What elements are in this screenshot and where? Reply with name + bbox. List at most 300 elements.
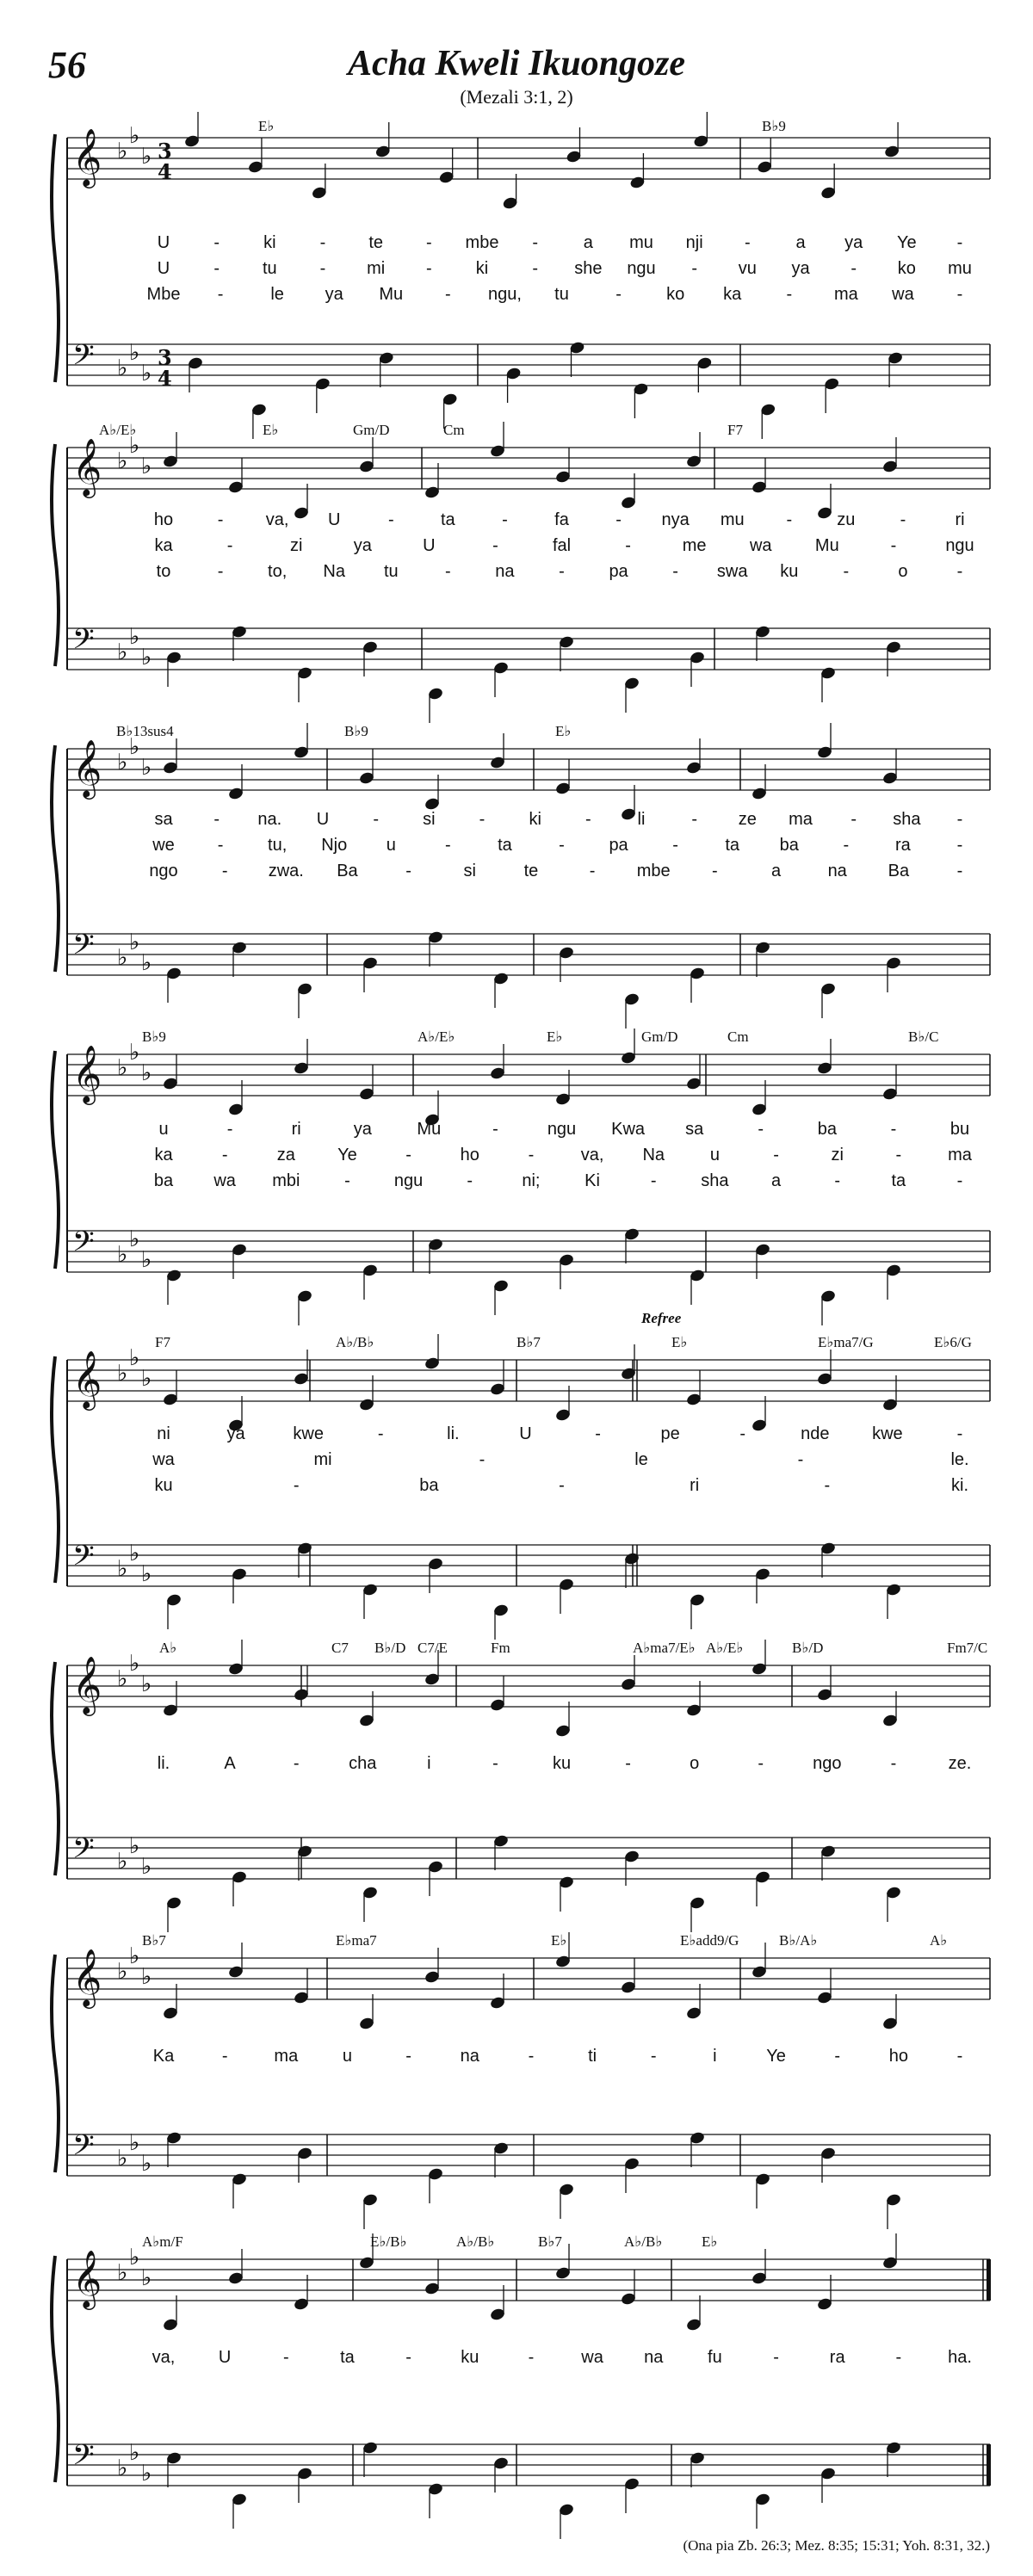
lyric-syllable: - xyxy=(758,1754,764,1773)
lyric-syllable: - xyxy=(786,285,793,304)
lyric-syllable: Mbe xyxy=(146,285,181,304)
lyric-syllable: ma xyxy=(948,1146,972,1164)
system-brace xyxy=(52,134,59,382)
chord-symbol: Fm xyxy=(491,1640,510,1656)
chord-symbol: Cm xyxy=(727,1029,749,1045)
lyric-syllable: - xyxy=(625,1754,631,1773)
lyric-syllable: ka xyxy=(154,1146,173,1164)
treble-clef: 𝄞 xyxy=(72,1948,102,2006)
lyric-syllable: a xyxy=(795,233,806,252)
lyric-syllable: - xyxy=(956,836,963,855)
lyric-syllable: na xyxy=(495,562,515,581)
lyric-syllable: - xyxy=(492,1754,498,1773)
lyric-syllable: U xyxy=(327,510,341,529)
lyric-syllable: ki. xyxy=(951,1476,968,1495)
time-signature-numerator: 3 xyxy=(158,345,172,370)
chord-symbol: Gm/D xyxy=(641,1029,678,1045)
chord-symbol: Fm7/C xyxy=(947,1640,988,1656)
lyric-syllable: - xyxy=(956,1171,963,1190)
flat-sign: ♭ xyxy=(117,139,128,164)
flat-sign: ♭ xyxy=(141,1964,152,1990)
lyric-syllable: ku xyxy=(552,1754,572,1773)
lyric-syllable: tu, xyxy=(268,836,288,855)
lyric-syllable: u xyxy=(158,1120,169,1139)
lyric-syllable: - xyxy=(528,1146,535,1164)
lyric-syllable: - xyxy=(467,1171,473,1190)
flat-sign: ♭ xyxy=(129,1943,140,1969)
lyric-syllable: - xyxy=(691,810,698,829)
lyric-syllable: ta xyxy=(725,836,740,855)
lyric-syllable: mu xyxy=(720,510,745,529)
lyric-syllable: - xyxy=(405,862,411,880)
lyric-syllable: ngu xyxy=(547,1120,577,1139)
lyric-syllable: zwa. xyxy=(268,862,304,880)
chord-symbol: F7 xyxy=(155,1334,170,1350)
chord-symbol: B♭9 xyxy=(762,118,786,134)
lyric-syllable: kwe xyxy=(872,1424,903,1443)
chord-symbol: E♭ma7 xyxy=(336,1932,377,1949)
lyric-syllable: - xyxy=(797,1450,804,1469)
lyric-syllable: ki xyxy=(263,233,276,252)
chord-symbol: E♭ xyxy=(547,1029,563,1045)
lyric-syllable: ho xyxy=(153,510,174,529)
bass-clef: 𝄢 xyxy=(72,1832,95,1872)
lyric-syllable: - xyxy=(956,862,963,880)
bass-clef: 𝄢 xyxy=(72,2129,95,2169)
system-brace xyxy=(52,1955,59,2172)
lyric-syllable: ka xyxy=(723,285,742,304)
lyric-syllable: - xyxy=(691,259,698,278)
lyric-syllable: ra xyxy=(829,2348,845,2367)
lyric-syllable: - xyxy=(758,1120,764,1139)
flat-sign: ♭ xyxy=(129,930,140,955)
chord-symbol: E♭ xyxy=(671,1334,688,1350)
lyric-syllable: - xyxy=(956,285,963,304)
lyric-syllable: - xyxy=(559,836,565,855)
lyric-syllable: pa xyxy=(609,836,628,855)
lyric-syllable: - xyxy=(625,536,631,555)
flat-sign: ♭ xyxy=(141,1561,152,1587)
flat-sign: ♭ xyxy=(129,340,140,366)
treble-clef: 𝄞 xyxy=(72,1044,102,1103)
lyric-syllable: ho xyxy=(888,2047,908,2066)
system-brace xyxy=(52,745,59,972)
lyric-syllable: - xyxy=(773,1146,779,1164)
lyric-syllable: - xyxy=(843,562,850,581)
lyric-syllable: - xyxy=(895,1146,902,1164)
flat-sign: ♭ xyxy=(117,448,128,474)
lyric-syllable: - xyxy=(213,259,220,278)
lyric-syllable: a xyxy=(770,1171,782,1190)
lyric-syllable: - xyxy=(226,1120,233,1139)
flat-sign: ♭ xyxy=(117,1959,128,1985)
lyric-syllable: bu xyxy=(949,1120,970,1139)
flat-sign: ♭ xyxy=(117,750,128,775)
lyric-syllable: ma xyxy=(833,285,858,304)
lyric-syllable: - xyxy=(502,510,508,529)
lyric-syllable: li. xyxy=(447,1424,460,1443)
lyric-syllable: wa xyxy=(152,1450,175,1469)
chord-symbol: E♭6/G xyxy=(934,1334,972,1350)
lyric-syllable: - xyxy=(445,562,451,581)
lyric-syllable: U xyxy=(316,810,330,829)
lyric-syllable: fal xyxy=(552,536,572,555)
lyric-syllable: - xyxy=(650,1171,657,1190)
lyric-syllable: mbe xyxy=(465,233,499,252)
lyric-syllable: - xyxy=(387,510,394,529)
chord-symbol: C7/E xyxy=(418,1640,448,1656)
lyric-syllable: U xyxy=(218,2348,232,2367)
lyric-syllable: ku xyxy=(154,1476,173,1495)
lyric-syllable: - xyxy=(890,1120,897,1139)
flat-sign: ♭ xyxy=(117,1556,128,1582)
lyric-syllable: - xyxy=(672,836,678,855)
lyric-syllable: - xyxy=(712,862,718,880)
lyric-syllable: ri xyxy=(955,510,965,529)
flat-sign: ♭ xyxy=(141,2461,152,2486)
lyric-syllable: ko xyxy=(897,259,916,278)
lyric-syllable: - xyxy=(405,2047,411,2066)
lyric-syllable: - xyxy=(221,1146,228,1164)
chord-symbol: B♭7 xyxy=(538,2233,562,2250)
lyric-syllable: - xyxy=(851,810,857,829)
lyric-syllable: kwe xyxy=(293,1424,324,1443)
chord-symbol: A♭/E♭ xyxy=(418,1029,455,1045)
lyric-syllable: fa xyxy=(554,510,569,529)
lyric-syllable: mbi xyxy=(272,1171,300,1190)
lyric-syllable: ta xyxy=(441,510,455,529)
lyric-syllable: U xyxy=(157,233,170,252)
lyric-syllable: - xyxy=(373,810,380,829)
system-brace xyxy=(52,1356,59,1583)
lyric-syllable: Mu xyxy=(417,1120,442,1139)
lyric-syllable: - xyxy=(217,836,224,855)
bass-clef: 𝄢 xyxy=(72,2439,95,2479)
chord-symbol: A♭ xyxy=(930,1932,948,1949)
flat-sign: ♭ xyxy=(129,433,140,459)
lyric-syllable: ho xyxy=(460,1146,479,1164)
flat-sign: ♭ xyxy=(117,2260,128,2286)
flat-sign: ♭ xyxy=(129,123,140,149)
lyric-syllable: - xyxy=(492,536,498,555)
final-barline-thick xyxy=(987,2259,991,2301)
lyric-syllable: ti xyxy=(588,2047,597,2066)
lyric-syllable: ya xyxy=(325,285,343,304)
lyric-syllable: - xyxy=(589,862,596,880)
lyric-syllable: - xyxy=(834,1171,841,1190)
bass-clef: 𝄢 xyxy=(72,929,95,968)
chord-symbol: B♭/C xyxy=(908,1029,939,1045)
flat-sign: ♭ xyxy=(129,2130,140,2156)
lyric-syllable: ba xyxy=(817,1120,837,1139)
chord-symbol: E♭ xyxy=(258,118,275,134)
flat-sign: ♭ xyxy=(129,1345,140,1371)
lyric-syllable: Kwa xyxy=(611,1120,646,1139)
chord-symbol: A♭/E♭ xyxy=(706,1640,744,1656)
lyric-syllable: ba xyxy=(419,1476,439,1495)
lyric-syllable: ngu xyxy=(393,1171,424,1190)
lyric-syllable: U xyxy=(157,259,170,278)
flat-sign: ♭ xyxy=(141,645,152,670)
treble-clef: 𝄞 xyxy=(72,2249,102,2307)
lyric-syllable: zi xyxy=(289,536,303,555)
flat-sign: ♭ xyxy=(129,1040,140,1066)
lyric-syllable: - xyxy=(405,2348,411,2367)
system-brace xyxy=(52,1051,59,1269)
flat-sign: ♭ xyxy=(117,355,128,381)
chord-symbol: E♭/B♭ xyxy=(370,2233,407,2250)
system-brace xyxy=(52,444,59,666)
chord-symbol: B♭9 xyxy=(344,723,368,739)
lyric-syllable: za xyxy=(276,1146,295,1164)
lyric-syllable: va, xyxy=(265,510,289,529)
bass-clef: 𝄢 xyxy=(72,1540,95,1579)
chord-symbol: E♭ xyxy=(551,1932,567,1949)
system-brace xyxy=(52,2256,59,2482)
lyric-syllable: U xyxy=(423,536,436,555)
lyric-syllable: o xyxy=(898,562,908,581)
lyric-syllable: i xyxy=(427,1754,431,1773)
lyric-syllable: zu xyxy=(837,510,856,529)
lyric-syllable: Ki xyxy=(585,1171,600,1190)
lyric-syllable: - xyxy=(293,1754,300,1773)
chord-symbol: E♭ xyxy=(263,422,279,438)
lyric-syllable: wa xyxy=(213,1171,236,1190)
lyric-syllable: A xyxy=(224,1754,236,1773)
treble-clef: 𝄞 xyxy=(72,127,102,186)
lyric-syllable: - xyxy=(532,259,539,278)
flat-sign: ♭ xyxy=(141,755,152,781)
lyric-syllable: ni; xyxy=(522,1171,541,1190)
time-signature-denominator: 4 xyxy=(158,366,172,391)
hymn-title: Acha Kweli Ikuongoze xyxy=(347,44,686,83)
lyric-syllable: ngu, xyxy=(487,285,522,304)
chord-symbol: E♭add9/G xyxy=(680,1932,739,1949)
lyric-syllable: zi xyxy=(831,1146,844,1164)
lyric-syllable: u xyxy=(709,1146,720,1164)
lyric-syllable: Ba xyxy=(337,862,358,880)
lyric-syllable: ya xyxy=(844,233,863,252)
lyric-syllable: - xyxy=(890,1754,897,1773)
lyric-syllable: we xyxy=(152,836,175,855)
lyric-syllable: ze xyxy=(738,810,757,829)
lyric-syllable: - xyxy=(479,810,486,829)
flat-sign: ♭ xyxy=(141,361,152,386)
lyric-syllable: wa xyxy=(749,536,772,555)
lyric-syllable: ma xyxy=(789,810,813,829)
flat-sign: ♭ xyxy=(117,1849,128,1875)
lyric-syllable: - xyxy=(739,1424,746,1443)
lyric-syllable: mu xyxy=(948,259,972,278)
flat-sign: ♭ xyxy=(141,2151,152,2177)
lyric-syllable: nji xyxy=(685,233,703,252)
lyric-syllable: ba xyxy=(779,836,799,855)
lyric-syllable: Ye xyxy=(897,233,917,252)
chord-symbol: E♭ma7/G xyxy=(818,1334,874,1350)
lyric-syllable: sa xyxy=(685,1120,704,1139)
chord-symbol: A♭ma7/E♭ xyxy=(633,1640,696,1656)
flat-sign: ♭ xyxy=(117,1666,128,1692)
chord-symbol: F7 xyxy=(727,422,743,438)
flat-sign: ♭ xyxy=(129,1833,140,1859)
lyric-syllable: to, xyxy=(268,562,288,581)
lyric-syllable: si xyxy=(423,810,436,829)
lyric-syllable: ko xyxy=(666,285,685,304)
chord-symbol: Cm xyxy=(443,422,465,438)
lyric-syllable: sha xyxy=(701,1171,729,1190)
lyric-syllable: o xyxy=(690,1754,700,1773)
chord-symbol: B♭7 xyxy=(142,1932,166,1949)
lyric-syllable: - xyxy=(319,233,326,252)
lyric-syllable: - xyxy=(293,1476,300,1495)
lyric-syllable: ze. xyxy=(948,1754,972,1773)
lyric-syllable: - xyxy=(585,810,591,829)
lyric-syllable: cha xyxy=(349,1754,377,1773)
lyric-syllable: - xyxy=(282,2348,289,2367)
lyric-syllable: Njo xyxy=(321,836,348,855)
lyric-syllable: le xyxy=(634,1450,648,1469)
lyric-syllable: si xyxy=(463,862,476,880)
lyric-syllable: ra xyxy=(895,836,911,855)
lyric-syllable: Ka xyxy=(152,2047,175,2066)
chord-symbol: C7 xyxy=(331,1640,349,1656)
lyric-syllable: wa xyxy=(892,285,914,304)
chord-symbol: B♭7 xyxy=(516,1334,541,1350)
lyric-syllable: va, xyxy=(152,2348,176,2367)
lyric-syllable: na xyxy=(827,862,847,880)
chord-symbol: B♭/D xyxy=(374,1640,406,1656)
lyric-syllable: na xyxy=(644,2348,664,2367)
section-label-refree: Refree xyxy=(641,1310,682,1326)
lyric-syllable: - xyxy=(956,562,963,581)
lyric-syllable: tu xyxy=(383,562,399,581)
lyric-syllable: pa xyxy=(609,562,628,581)
lyric-syllable: Na xyxy=(642,1146,665,1164)
bass-clef: 𝄢 xyxy=(72,1226,95,1265)
lyric-syllable: - xyxy=(213,233,220,252)
lyric-syllable: ku xyxy=(461,2348,479,2367)
lyric-syllable: te xyxy=(368,233,384,252)
lyric-syllable: - xyxy=(843,836,850,855)
chord-symbol: A♭/B♭ xyxy=(456,2233,495,2250)
lyric-syllable: Ye xyxy=(766,2047,786,2066)
lyric-syllable: li. xyxy=(157,1754,170,1773)
lyric-syllable: na xyxy=(460,2047,479,2066)
lyric-syllable: - xyxy=(528,2348,535,2367)
scripture-reference: (Mezali 3:1, 2) xyxy=(460,86,573,108)
flat-sign: ♭ xyxy=(117,2146,128,2171)
lyric-syllable: - xyxy=(650,2047,657,2066)
flat-sign: ♭ xyxy=(141,950,152,976)
lyric-syllable: na. xyxy=(257,810,282,829)
lyric-syllable: - xyxy=(425,233,432,252)
chord-symbol: B♭/D xyxy=(792,1640,824,1656)
time-signature-denominator: 4 xyxy=(158,159,172,184)
hymn-number: 56 xyxy=(48,44,86,86)
lyric-syllable: - xyxy=(213,810,220,829)
flat-sign: ♭ xyxy=(141,1366,152,1392)
lyric-syllable: - xyxy=(895,2348,902,2367)
lyric-syllable: Mu xyxy=(379,285,404,304)
chord-symbol: Gm/D xyxy=(353,422,390,438)
lyric-syllable: Ba xyxy=(888,862,910,880)
lyric-syllable: vu xyxy=(738,259,757,278)
lyric-syllable: ta xyxy=(498,836,512,855)
flat-sign: ♭ xyxy=(141,1854,152,1880)
bass-clef: 𝄢 xyxy=(72,623,95,663)
lyric-syllable: ka xyxy=(154,536,173,555)
lyric-syllable: - xyxy=(425,259,432,278)
lyric-syllable: - xyxy=(956,1424,963,1443)
chord-symbol: E♭ xyxy=(555,723,572,739)
lyric-syllable: Na xyxy=(323,562,346,581)
flat-sign: ♭ xyxy=(129,624,140,650)
lyric-syllable: - xyxy=(532,233,539,252)
lyric-syllable: - xyxy=(956,2047,963,2066)
treble-clef: 𝄞 xyxy=(72,1350,102,1408)
lyric-syllable: Ye xyxy=(337,1146,357,1164)
treble-clef: 𝄞 xyxy=(72,1655,102,1714)
lyric-syllable: ya xyxy=(353,1120,372,1139)
lyric-syllable: nya xyxy=(661,510,690,529)
lyric-syllable: - xyxy=(956,810,963,829)
lyric-syllable: ri xyxy=(291,1120,301,1139)
lyric-syllable: to xyxy=(156,562,171,581)
chord-symbol: B♭/A♭ xyxy=(779,1932,818,1949)
bass-clef: 𝄢 xyxy=(72,339,95,379)
lyric-syllable: ya xyxy=(791,259,810,278)
lyric-syllable: va, xyxy=(580,1146,604,1164)
lyric-syllable: wa xyxy=(581,2348,603,2367)
lyric-syllable: - xyxy=(851,259,857,278)
lyric-syllable: - xyxy=(786,510,793,529)
flat-sign: ♭ xyxy=(117,639,128,665)
lyric-syllable: - xyxy=(445,285,451,304)
lyric-syllable: - xyxy=(344,1171,350,1190)
lyric-syllable: - xyxy=(824,1476,831,1495)
flat-sign: ♭ xyxy=(117,1055,128,1081)
lyric-syllable: - xyxy=(559,562,565,581)
lyric-syllable: - xyxy=(226,536,233,555)
lyric-syllable: - xyxy=(528,2047,535,2066)
lyric-syllable: ya xyxy=(353,536,372,555)
lyric-syllable: - xyxy=(217,285,224,304)
lyric-syllable: ya xyxy=(226,1424,245,1443)
lyric-syllable: ni xyxy=(157,1424,170,1443)
lyric-syllable: ngo xyxy=(149,862,178,880)
chord-symbol: A♭/B♭ xyxy=(624,2233,663,2250)
lyric-syllable: fu xyxy=(708,2348,722,2367)
lyric-syllable: ngo xyxy=(813,1754,842,1773)
flat-sign: ♭ xyxy=(129,1226,140,1252)
lyric-syllable: ri xyxy=(690,1476,700,1495)
lyric-syllable: pe xyxy=(660,1424,680,1443)
lyric-syllable: ngu xyxy=(945,536,974,555)
lyric-syllable: - xyxy=(479,1450,486,1469)
flat-sign: ♭ xyxy=(141,454,152,479)
lyric-syllable: - xyxy=(773,2348,779,2367)
chord-symbol: B♭9 xyxy=(142,1029,166,1045)
flat-sign: ♭ xyxy=(117,1361,128,1387)
lyric-syllable: - xyxy=(319,259,326,278)
lyric-syllable: - xyxy=(217,510,224,529)
lyric-syllable: le xyxy=(270,285,284,304)
lyric-syllable: - xyxy=(217,562,224,581)
lyric-syllable: i xyxy=(713,2047,717,2066)
lyric-syllable: mu xyxy=(629,233,653,252)
lyric-syllable: ba xyxy=(153,1171,174,1190)
flat-sign: ♭ xyxy=(141,144,152,170)
